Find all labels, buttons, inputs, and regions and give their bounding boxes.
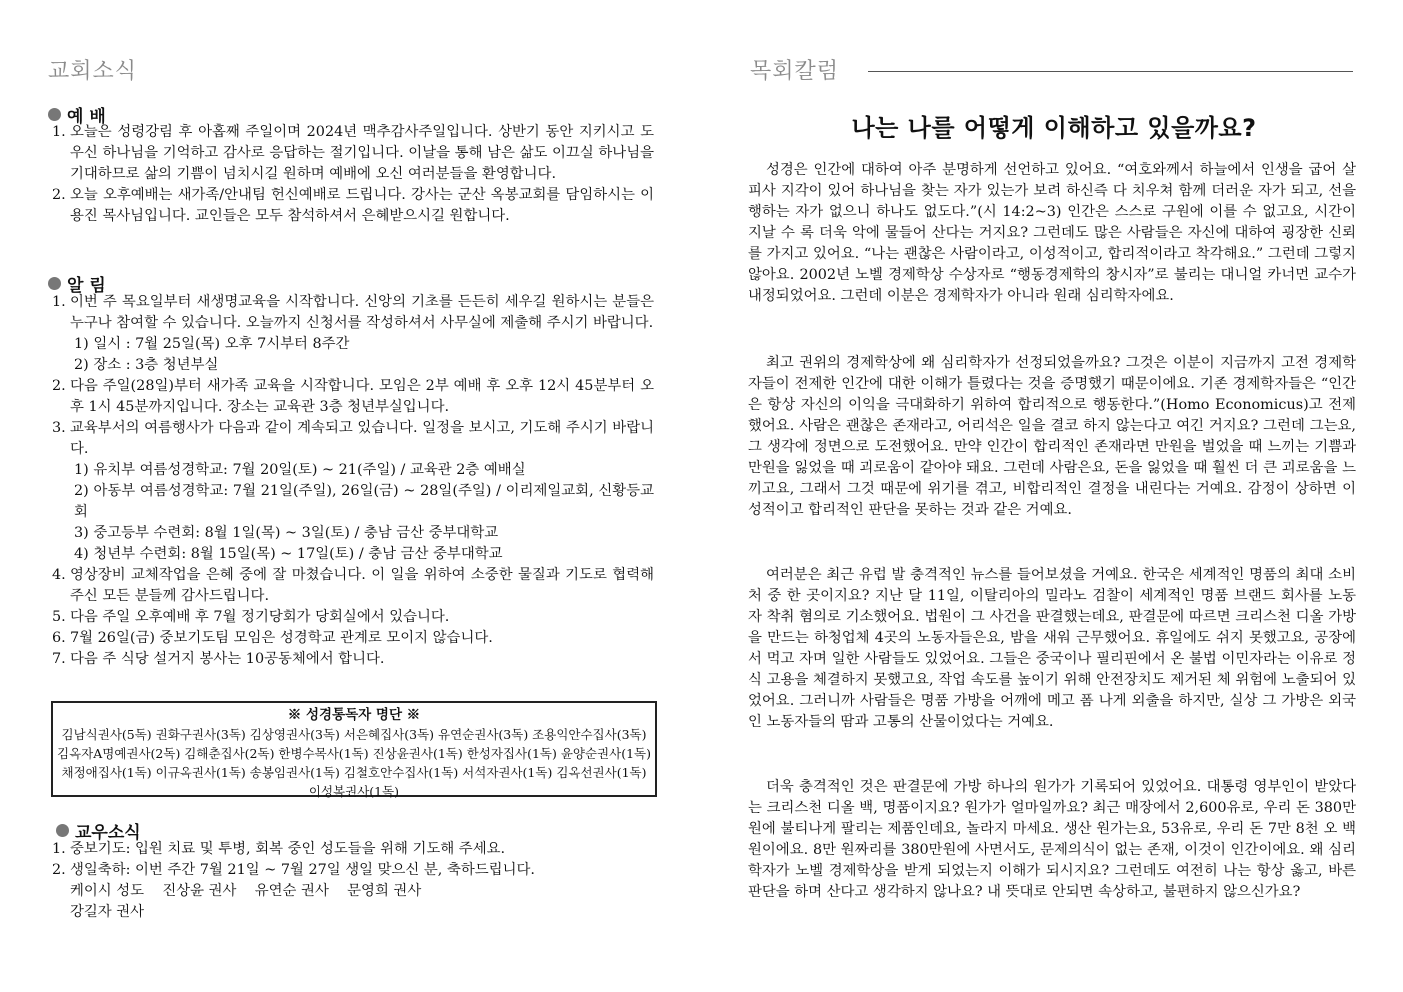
- birthday-names: 강길자 권사: [70, 904, 145, 920]
- list-item: 7. 다음 주 식당 설거지 봉사는 10공동체에서 합니다.: [52, 651, 385, 667]
- list-item: 6. 7월 26일(금) 중보기도팀 모임은 성경학교 관계로 모이지 않습니다.: [52, 630, 493, 646]
- list-item: 2. 다음 주일(28일)부터 새가족 교육을 시작합니다. 모임은 2부 예배 후 오후 12시 45분부터 오후 1시 45분까지입니다. 장소는 교육관 3층 청년부실입니다.: [52, 378, 654, 415]
- sub-item: 2) 아동부 여름성경학교: 7월 21일(주일), 26일(금) ~ 28일(주일) / 이리제일교회, 신황등교회: [74, 483, 654, 520]
- list-item: 1. 이번 주 목요일부터 새생명교육을 시작합니다. 신앙의 기초를 든든히 세우길 원하시는 분들은 누구나 참여할 수 있습니다. 오늘까지 신청서를 작성하셔서 사무실에 제출해 주시기 바랍니다. 1) 일시 : 7월 25일(목) 오후 7시부터 8주간 2) 장소 : 3층 청년부실: [48, 292, 654, 376]
- column-title: 나는 나를 어떻게 이해하고 있을까요?: [851, 114, 1257, 142]
- church-news-header: 교회소식: [48, 59, 138, 84]
- members-list: [48, 839, 654, 923]
- bible-reading-line: 김남식권사(5독) 권화구권사(3독) 김상영권사(3독) 서은혜집사(3독) 유연순권사(3독) 조용익안수집사(3독): [61, 727, 647, 742]
- bullet-icon: [56, 824, 69, 837]
- list-item: 5. 다음 주일 오후예배 후 7월 정기당회가 당회실에서 있습니다.: [52, 609, 450, 625]
- birthday-names: 케이시 성도 진상윤 권사 유연순 권사 문영희 권사: [70, 883, 422, 899]
- bible-reading-line: 김옥자A명예권사(2독) 김해춘집사(2독) 한병수목사(1독) 진상윤권사(1독) 한성자집사(1독) 윤양순권사(1독): [57, 746, 651, 761]
- bible-reading-title: ※ 성경통독자 명단 ※: [287, 707, 421, 723]
- worship-title: 예 배: [67, 107, 106, 127]
- column-paragraph: 최고 권위의 경제학상에 왜 심리학자가 선정되었을까요? 그것은 이분이 지금까지 고전 경제학자들이 전제한 인간에 대한 이해가 틀렸다는 것을 증명했기 때문이에요. 기존 경제학자들은 “인간은 항상 자신의 이익을 극대화하기 위하여 합리적으로 행동한다.”(Homo Economicus)고 전제했어요. 사람은 괜찮은 존재라고, 어리석은 일을 결코 하지 않는다고 여긴 거지요? 그런데 그는요, 그 생각에 정면으로 도전했어요. 만약 인간이 합리적인 존재라면 만원을 벌었을 때 느끼는 기쁨과 만원을 잃었을 때 괴로움이 같아야 돼요. 그런데 사람은요, 돈을 잃었을 때 훨씬 더 큰 괴로움을 느끼고요, 그래서 그것 때문에 위기를 겪고, 비합리적인 결정을 내린다는 거예요. 감정이 상하면 이성적이고 합리적인 판단을 못하는 것과 같은 거예요.: [748, 355, 1356, 518]
- header-divider: [868, 71, 1353, 72]
- notice-title: 알 림: [67, 276, 106, 296]
- column-paragraph: 성경은 인간에 대하여 아주 분명하게 선언하고 있어요. “여호와께서 하늘에서 인생을 굽어 살피사 지각이 있어 하나님을 찾는 자가 있는가 보려 하신즉 다 치우쳐 함께 더러운 자가 되고, 선을 행하는 자가 없으니 하나도 없도다.”(시 14:2~3) 인간은 스스로 구원에 이를 수 없고요, 시간이 지날 수 록 더욱 악에 물들어 산다는 거지요? 그런데도 많은 사람들은 자신에 대하여 굉장한 신뢰를 가지고 있어요. “나는 괜찮은 사람이라고, 이성적이고, 합리적이라고 착각해요.” 그런데 그렇지 않아요. 2002년 노벨 경제학상 수상자로 “행동경제학의 창시자”로 불리는 대니얼 카너먼 교수가 내정되었어요. 그런데 이분은 경제학자가 아니라 원래 심리학자에요.: [748, 162, 1356, 304]
- worship-list: [48, 122, 654, 227]
- column-paragraph: 여러분은 최근 유럽 발 충격적인 뉴스를 들어보셨을 거예요. 한국은 세계적인 명품의 최대 소비처 중 한 곳이지요? 지난 달 11일, 이탈리아의 밀라노 검찰이 세계적인 명품 브랜드 회사를 노동자 착취 혐의로 기소했어요. 법원이 그 사건을 판결했는데요, 판결문에 따르면 크리스천 디올 가방을 만드는 하청업체 4곳의 노동자들은요, 밤을 새워 근무했어요. 휴일에도 쉬지 못했고요, 공장에서 먹고 자며 일한 사람들도 있었어요. 그들은 중국이나 필리핀에서 온 불법 이민자라는 이유로 정식 고용을 체결하지 못했고요, 작업 속도를 높이기 위해 안전장치도 제거된 체 위험에 노출되어 있었어요. 그러니까 사람들은 명품 가방을 어깨에 메고 폼 나게 외출을 하지만, 실상 그 가방은 외국인 노동자들의 땀과 고통의 산물이었다는 거예요.: [748, 567, 1356, 730]
- list-item: 3. 교육부서의 여름행사가 다음과 같이 계속되고 있습니다. 일정을 보시고, 기도해 주시기 바랍니다. 1) 유치부 여름성경학교: 7월 20일(토) ~ 21(주일) / 교육관 2층 예배실 2) 아동부 여름성경학교: 7월 21일(주일), 26일(금) ~ 28일(주일) / 이리제일교회, 신황등교회 3) 중고등부 수련회: 8월 1일(목) ~ 3일(토) / 충남 금산 중부대학교 4) 청년부 수련회: 8월 15일(목) ~ 17일(토) / 충남 금산 중부대학교: [48, 418, 654, 565]
- list-item: 1. 중보기도: 입원 치료 및 투병, 회복 중인 성도들을 위해 기도해 주세요.: [52, 841, 506, 857]
- list-item: 2. 생일축하: 이번 주간 7월 21일 ~ 7월 27일 생일 맞으신 분, 축하드립니다.: [52, 862, 535, 878]
- pastor-column-header: 목회칼럼: [750, 59, 840, 84]
- bible-reading-box: [51, 701, 657, 797]
- sub-item: 2) 장소 : 3층 청년부실: [74, 357, 219, 373]
- members-title: 교우소식: [75, 823, 141, 843]
- bullet-icon: [48, 277, 61, 290]
- bible-reading-line: 채정애집사(1독) 이규옥권사(1독) 송봉임권사(1독) 김철호안수집사(1독) 서석자권사(1독) 김옥선권사(1독): [61, 765, 647, 780]
- sub-item: 4) 청년부 수련회: 8월 15일(목) ~ 17일(토) / 충남 금산 중부대학교: [74, 546, 503, 562]
- bullet-icon: [48, 108, 61, 121]
- list-item: 1. 오늘은 성령강림 후 아홉째 주일이며 2024년 맥추감사주일입니다. 상반기 동안 지키시고 도우신 하나님을 기억하고 감사로 응답하는 절기입니다. 이날을 통해 남은 삶도 이끄실 하나님을 기대하므로 삶의 기쁨이 넘치시길 원하며 예배에 오신 여러분들을 환영합니다.: [52, 124, 654, 182]
- list-item: 4. 영상장비 교체작업을 은혜 중에 잘 마쳤습니다. 이 일을 위하여 소중한 물질과 기도로 협력해 주신 모든 분들께 감사드립니다.: [52, 567, 654, 604]
- notice-list: [48, 292, 654, 670]
- column-paragraph: 더욱 충격적인 것은 판결문에 가방 하나의 원가가 기록되어 있었어요. 대통령 영부인이 받았다는 크리스천 디올 백, 명품이지요? 원가가 얼마일까요? 최근 매장에서 2,600유로, 우리 돈 380만원에 불티나게 팔리는 제품인데요, 놀라지 마세요. 생산 원가는요, 53유로, 우리 돈 7만 8천 오 백 원이에요. 8만 원짜리를 380만원에 사면서도, 문제의식이 없는 존재, 이것이 인간이에요. 왜 심리학자가 노벨 경제학상을 받게 되었는지 이해가 되시지요? 그런데도 여전히 나는 항상 옳고, 바른 판단을 하며 산다고 생각하지 않나요? 내 뜻대로 안되면 속상하고, 불편하지 않으신가요?: [748, 779, 1356, 900]
- bible-reading-line: 이성복권사(1독): [308, 784, 400, 799]
- sub-item: 1) 유치부 여름성경학교: 7월 20일(토) ~ 21(주일) / 교육관 2층 예배실: [74, 462, 526, 478]
- sub-item: 3) 중고등부 수련회: 8월 1일(목) ~ 3일(토) / 충남 금산 중부대학교: [74, 525, 499, 541]
- sub-item: 1) 일시 : 7월 25일(목) 오후 7시부터 8주간: [74, 336, 350, 352]
- list-item: 2. 오늘 오후예배는 새가족/안내팀 헌신예배로 드립니다. 강사는 군산 옥봉교회를 담임하시는 이용진 목사님입니다. 교인들은 모두 참석하셔서 은혜받으시길 원합니다.: [52, 187, 654, 224]
